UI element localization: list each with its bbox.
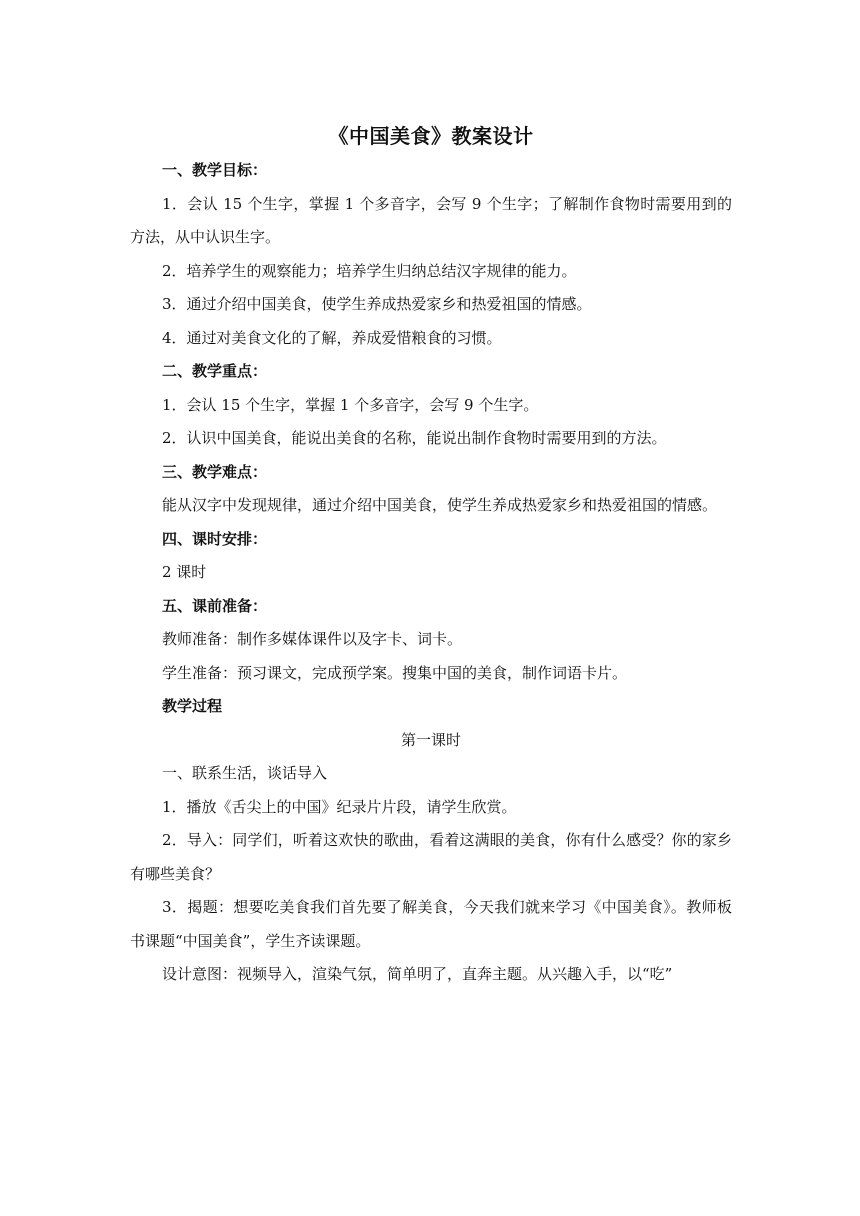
difficulty-text: 能从汉字中发现规律，通过介绍中国美食，使学生养成热爱家乡和热爱祖国的情感。 xyxy=(162,496,718,514)
objective-item: 4．通过对美食文化的了解，养成爱惜粮食的习惯。 xyxy=(162,328,502,347)
key-point-item: 1．会认 15 个生字，掌握 1 个多音字，会写 9 个生字。 xyxy=(162,395,539,414)
part-item: 2．导入：同学们，听着这欢快的歌曲，看着这满眼的美食，你有什么感受？你的家乡有哪些美食？ xyxy=(130,831,732,883)
lesson-title: 第一课时 xyxy=(400,730,461,749)
section-heading-objectives: 一、教学目标： xyxy=(162,161,268,179)
objective-item: 3．通过介绍中国美食，使学生养成热爱家乡和热爱祖国的情感。 xyxy=(162,295,592,313)
key-point-item: 2．认识中国美食，能说出美食的名称，能说出制作食物时需要用到的方法。 xyxy=(162,429,667,447)
part-heading: 一、联系生活，谈话导入 xyxy=(162,764,328,782)
section-heading-difficulties: 三、教学难点： xyxy=(162,462,268,481)
preparation-item: 教师准备：制作多媒体课件以及字卡、词卡。 xyxy=(162,630,463,648)
objective-item: 2．培养学生的观察能力；培养学生归纳总结汉字规律的能力。 xyxy=(162,261,577,280)
document-body xyxy=(130,118,732,992)
schedule-text: 2 课时 xyxy=(162,563,207,581)
section-heading-preparation: 五、课前准备： xyxy=(162,596,268,615)
document-title: 《中国美食》教案设计 xyxy=(328,124,534,148)
preparation-item: 学生准备：预习课文，完成预学案。搜集中国的美食，制作词语卡片。 xyxy=(162,663,628,682)
part-item: 1．播放《舌尖上的中国》纪录片片段，请学生欣赏。 xyxy=(162,797,517,816)
design-intent-text: 设计意图：视频导入，渲染气氛，简单明了，直奔主题。从兴趣入手，以“吃” xyxy=(162,965,673,983)
section-heading-key-points: 二、教学重点： xyxy=(162,362,268,380)
objective-item: 1．会认 15 个生字，掌握 1 个多音字，会写 9 个生字；了解制作食物时需要用到的方法，从中认识生字。 xyxy=(130,194,732,246)
section-heading-schedule: 四、课时安排： xyxy=(162,529,268,548)
section-heading-process: 教学过程 xyxy=(162,697,223,715)
part-item: 3．揭题：想要吃美食我们首先要了解美食，今天我们就来学习《中国美食》。教师板书课题“中国美食”，学生齐读课题。 xyxy=(130,898,732,950)
